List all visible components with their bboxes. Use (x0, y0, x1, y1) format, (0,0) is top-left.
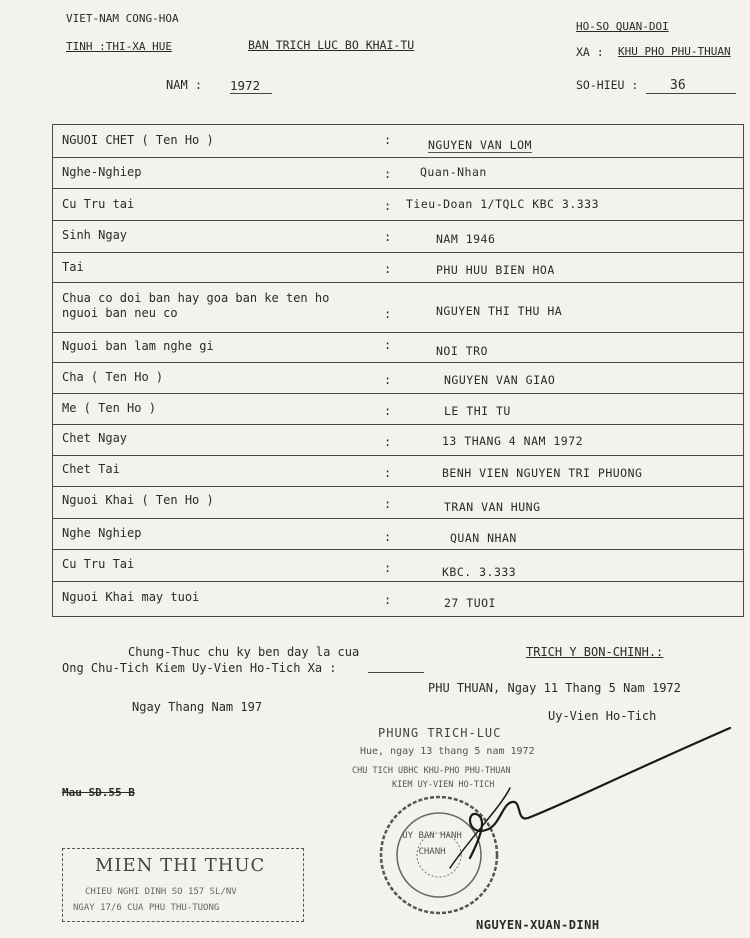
field-label: Cha ( Ten Ho ) (62, 370, 164, 384)
number-label: SO-HIEU : (576, 78, 639, 92)
certification-stamp-title: PHUNG TRICH-LUC (378, 726, 502, 740)
certify-line-2: Ong Chu-Tich Kiem Uy-Vien Ho-Tich Xa : (62, 661, 337, 675)
field-colon: : (384, 561, 392, 575)
signer-name: NGUYEN-XUAN-DINH (476, 918, 600, 932)
field-value: NGUYEN THI THU HA (436, 304, 563, 318)
field-label: Chet Tai (62, 462, 120, 476)
village-value: KHU PHO PHU-THUAN (618, 45, 731, 58)
field-value: QUAN NHAN (450, 531, 517, 545)
province-heading: TINH :THI-XA HUE (66, 40, 172, 53)
field-label: Cu Tru tai (62, 197, 135, 211)
year-label: NAM : (166, 78, 203, 92)
field-label: Nguoi Khai ( Ten Ho ) (62, 493, 214, 507)
visa-stamp-line-2: NGAY 17/6 CUA PHU THU-TUONG (73, 903, 220, 913)
certification-stamp-date: Hue, ngay 13 thang 5 nam 1972 (360, 746, 535, 757)
field-colon: : (384, 497, 392, 511)
seal-text: UY BAN HANH CHANH (402, 831, 462, 857)
field-colon: : (384, 373, 392, 387)
field-colon: : (384, 230, 392, 244)
certify-line-1: Chung-Thuc chu ky ben day la cua (128, 645, 360, 659)
certification-stamp-role-2: KIEM UY-VIEN HO-TICH (392, 780, 495, 790)
field-label: Tai (62, 260, 84, 274)
field-value: KBC. 3.333 (442, 565, 517, 579)
field-label: NGUOI CHET ( Ten Ho ) (62, 133, 214, 147)
field-value: LE THI TU (444, 404, 511, 418)
field-colon: : (384, 404, 392, 418)
certify-blank (368, 672, 424, 673)
republic-heading: VIET-NAM CONG-HOA (66, 12, 179, 25)
field-label: Me ( Ten Ho ) (62, 401, 156, 415)
field-label: Chet Ngay (62, 431, 128, 445)
village-label: XA : (576, 45, 604, 59)
field-colon: : (384, 167, 392, 181)
field-label: Nguoi ban lam nghe gi (62, 339, 214, 353)
field-value: TRAN VAN HUNG (444, 500, 541, 514)
field-value: BENH VIEN NGUYEN TRI PHUONG (442, 466, 643, 480)
field-label: Nghe-Nghiep (62, 165, 142, 179)
field-colon: : (384, 199, 392, 213)
field-value: NAM 1946 (436, 232, 496, 246)
year-value: 1972 (230, 78, 272, 94)
place-date: PHU THUAN, Ngay 11 Thang 5 Nam 1972 (428, 681, 681, 695)
visa-stamp-title: MIEN THI THUC (95, 855, 266, 876)
field-colon: : (384, 593, 392, 607)
field-value: Quan-Nhan (420, 165, 487, 179)
visa-exemption-stamp (62, 848, 304, 922)
field-value: NOI TRO (436, 344, 488, 358)
field-value: Tieu-Doan 1/TQLC KBC 3.333 (406, 197, 600, 211)
number-value: 36 (646, 78, 736, 94)
field-label: Chua co doi ban hay goa ban ke ten ho nguoi ban neu co (62, 291, 330, 320)
field-label: Nghe Nghiep (62, 526, 142, 540)
field-value: 27 TUOI (444, 596, 496, 610)
certification-stamp-role-1: CHU TICH UBHC KHU-PHO PHU-THUAN (352, 766, 511, 776)
date-blank: Ngay Thang Nam 197 (132, 700, 263, 714)
document-title: BAN TRICH LUC BO KHAI-TU (248, 38, 415, 52)
field-colon: : (384, 307, 392, 321)
field-label: Sinh Ngay (62, 228, 128, 242)
extract-heading: TRICH Y BON-CHINH.: (526, 645, 664, 659)
field-colon: : (384, 466, 392, 480)
field-value: NGUYEN VAN LOM (428, 138, 532, 152)
field-colon: : (384, 262, 392, 276)
signature-icon (440, 718, 740, 878)
field-label: Cu Tru Tai (62, 557, 135, 571)
officer-title: Uy-Vien Ho-Tich (548, 709, 657, 723)
field-colon: : (384, 133, 392, 147)
field-colon: : (384, 435, 392, 449)
field-value: PHU HUU BIEN HOA (436, 263, 555, 277)
field-colon: : (384, 530, 392, 544)
register-heading: HO-SO QUAN-DOI (576, 20, 669, 33)
field-label: Nguoi Khai may tuoi (62, 590, 200, 604)
visa-stamp-line-1: CHIEU NGHI DINH SO 157 SL/NV (85, 887, 237, 897)
form-reference: Mau SD.55 B (62, 786, 135, 799)
field-value: 13 THANG 4 NAM 1972 (442, 434, 584, 448)
field-value: NGUYEN VAN GIAO (444, 373, 556, 387)
field-colon: : (384, 338, 392, 352)
